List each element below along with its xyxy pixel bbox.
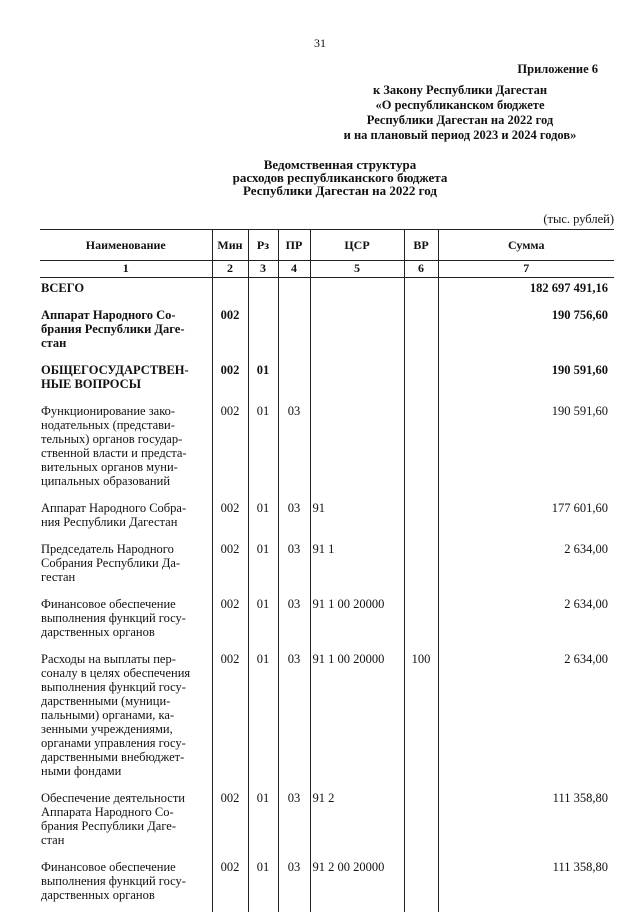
cell-sum: 2 634,00 xyxy=(438,539,614,594)
column-number: 2 xyxy=(212,261,248,278)
column-number: 5 xyxy=(310,261,404,278)
cell-vr xyxy=(404,539,438,594)
cell-rz: 01 xyxy=(248,649,278,788)
cell-sum: 2 634,00 xyxy=(438,594,614,649)
cell-csr xyxy=(310,305,404,360)
cell-min: 002 xyxy=(212,594,248,649)
header-pr: ПР xyxy=(278,230,310,261)
cell-min: 002 xyxy=(212,401,248,498)
cell-csr xyxy=(310,401,404,498)
cell-pr xyxy=(278,305,310,360)
cell-csr: 91 1 00 20000 xyxy=(310,594,404,649)
column-number: 1 xyxy=(40,261,212,278)
table-row xyxy=(40,278,614,306)
cell-sum: 111 358,80 xyxy=(438,788,614,857)
cell-name: Председатель Народного Собрания Республики Да- гестан xyxy=(40,539,212,594)
table-row xyxy=(40,498,614,539)
column-number: 3 xyxy=(248,261,278,278)
cell-csr: 91 2 xyxy=(310,788,404,857)
column-number: 6 xyxy=(404,261,438,278)
cell-pr: 03 xyxy=(278,594,310,649)
cell-vr xyxy=(404,278,438,306)
cell-name: Обеспечение деятельности Аппарата Народного Со- брания Республики Даге- стан xyxy=(40,788,212,857)
document-title-line: Ведомственная структура xyxy=(160,158,520,171)
cell-sum: 2 634,00 xyxy=(438,649,614,788)
page-number: 31 xyxy=(0,36,640,51)
appendix-block xyxy=(280,62,600,143)
cell-vr xyxy=(404,594,438,649)
table-body xyxy=(40,278,614,912)
cell-rz: 01 xyxy=(248,594,278,649)
appendix-line: «О республиканском бюджете xyxy=(280,98,600,113)
units-note: (тыс. рублей) xyxy=(543,212,614,227)
cell-rz: 01 xyxy=(248,788,278,857)
table-row xyxy=(40,305,614,360)
cell-name: Аппарат Народного Собра- ния Республики Дагестан xyxy=(40,498,212,539)
cell-csr: 91 1 xyxy=(310,539,404,594)
cell-min: 002 xyxy=(212,649,248,788)
cell-csr xyxy=(310,278,404,306)
table-row xyxy=(40,788,614,857)
cell-csr: 91 1 00 20000 xyxy=(310,649,404,788)
cell-csr xyxy=(310,360,404,401)
cell-rz: 01 xyxy=(248,498,278,539)
header-vr: ВР xyxy=(404,230,438,261)
appendix-line: и на плановый период 2023 и 2024 годов» xyxy=(280,128,600,143)
column-number: 4 xyxy=(278,261,310,278)
table-row xyxy=(40,594,614,649)
cell-rz: 01 xyxy=(248,539,278,594)
cell-name: Аппарат Народного Со- брания Республики Даге- стан xyxy=(40,305,212,360)
cell-pr: 03 xyxy=(278,539,310,594)
cell-name: Расходы на выплаты пер- соналу в целях обеспечения выполнения функций госу- дарственными (муници- пальными) органами, ка- зенными учреждениями, органами управления госу- дарственными внебюджет- ными фондами xyxy=(40,649,212,788)
document-title xyxy=(160,158,520,197)
cell-rz xyxy=(248,278,278,306)
table-row xyxy=(40,539,614,594)
column-number: 7 xyxy=(438,261,614,278)
cell-vr xyxy=(404,360,438,401)
cell-min: 002 xyxy=(212,857,248,912)
cell-name: Функционирование зако- нодательных (представи- тельных) органов государ- ственной власти и предста- вительных органов муни- ципальных образований xyxy=(40,401,212,498)
table-row xyxy=(40,401,614,498)
header-csr: ЦСР xyxy=(310,230,404,261)
cell-pr: 03 xyxy=(278,788,310,857)
cell-sum: 190 591,60 xyxy=(438,401,614,498)
cell-vr xyxy=(404,401,438,498)
cell-min: 002 xyxy=(212,539,248,594)
header-sum: Сумма xyxy=(438,230,614,261)
table-row xyxy=(40,857,614,912)
cell-pr xyxy=(278,360,310,401)
cell-rz: 01 xyxy=(248,857,278,912)
cell-sum: 111 358,80 xyxy=(438,857,614,912)
document-title-line: расходов республиканского бюджета xyxy=(160,171,520,184)
cell-vr: 100 xyxy=(404,649,438,788)
cell-pr xyxy=(278,278,310,306)
cell-name: ВСЕГО xyxy=(40,278,212,306)
cell-vr xyxy=(404,857,438,912)
cell-rz: 01 xyxy=(248,360,278,401)
cell-sum: 190 756,60 xyxy=(438,305,614,360)
cell-sum: 190 591,60 xyxy=(438,360,614,401)
cell-rz: 01 xyxy=(248,401,278,498)
cell-min xyxy=(212,278,248,306)
cell-rz xyxy=(248,305,278,360)
cell-min: 002 xyxy=(212,360,248,401)
budget-table xyxy=(40,229,614,912)
header-min: Мин xyxy=(212,230,248,261)
header-name: Наименование xyxy=(40,230,212,261)
cell-vr xyxy=(404,788,438,857)
cell-name: ОБЩЕГОСУДАРСТВЕН- НЫЕ ВОПРОСЫ xyxy=(40,360,212,401)
cell-sum: 177 601,60 xyxy=(438,498,614,539)
cell-min: 002 xyxy=(212,305,248,360)
cell-vr xyxy=(404,498,438,539)
cell-pr: 03 xyxy=(278,401,310,498)
appendix-line: Республики Дагестан на 2022 год xyxy=(280,113,600,128)
cell-pr: 03 xyxy=(278,498,310,539)
cell-csr: 91 xyxy=(310,498,404,539)
cell-sum: 182 697 491,16 xyxy=(438,278,614,306)
appendix-title: Приложение 6 xyxy=(280,62,600,77)
table-row xyxy=(40,649,614,788)
cell-name: Финансовое обеспечение выполнения функций госу- дарственных органов xyxy=(40,857,212,912)
cell-min: 002 xyxy=(212,498,248,539)
cell-pr: 03 xyxy=(278,649,310,788)
cell-csr: 91 2 00 20000 xyxy=(310,857,404,912)
column-number-row xyxy=(40,261,614,278)
appendix-line: к Закону Республики Дагестан xyxy=(280,83,600,98)
document-title-line: Республики Дагестан на 2022 год xyxy=(160,184,520,197)
cell-pr: 03 xyxy=(278,857,310,912)
header-rz: Рз xyxy=(248,230,278,261)
cell-name: Финансовое обеспечение выполнения функций госу- дарственных органов xyxy=(40,594,212,649)
cell-vr xyxy=(404,305,438,360)
cell-min: 002 xyxy=(212,788,248,857)
table-row xyxy=(40,360,614,401)
table-header-row xyxy=(40,230,614,261)
